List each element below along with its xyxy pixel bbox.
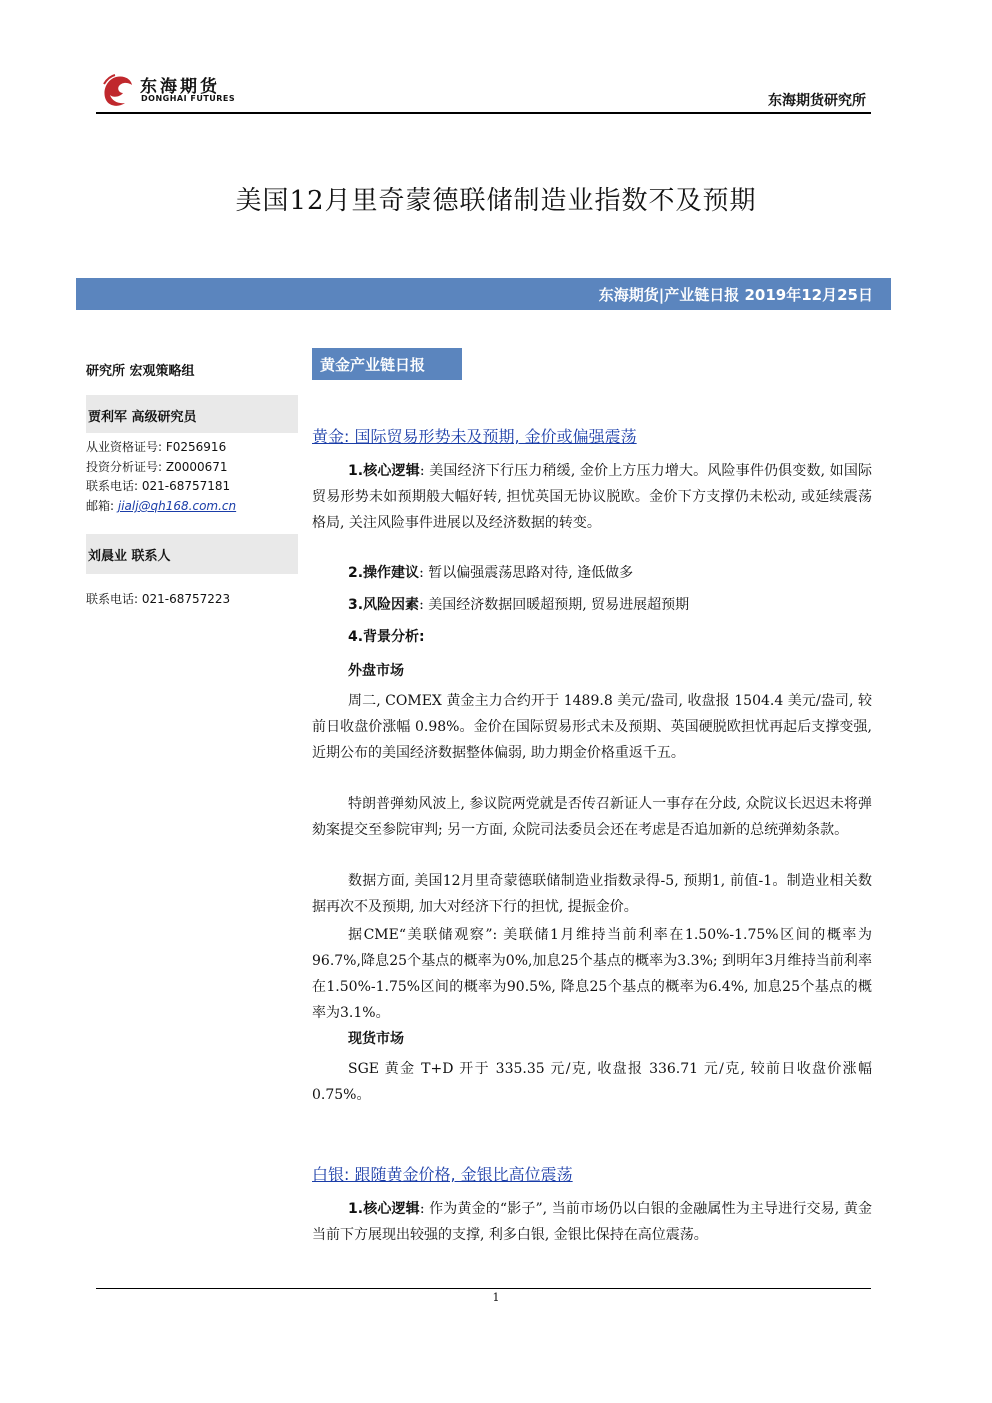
gold-core-logic-text: : 美国经济下行压力稍缓, 金价上方压力增大。风险事件仍俱变数, 如国际贸易形势未如预期般大幅好转, 担忧英国无协议脱欧。金价下方支撑仍未松动, 或延续震荡格局, 关注风险事件进展以及经济数据的转变。 — [312, 463, 873, 531]
banner-text: 东海期货|产业链日报 2019年12月25日 — [598, 286, 873, 304]
outer-market-p3: 数据方面, 美国12月里奇蒙德联储制造业指数录得-5, 预期1, 前值-1。制造业相关数据再次不及预期, 加大对经济下行的担忧, 提振金价。 — [312, 873, 872, 915]
spot-market-p1: SGE 黄金 T+D 开于 335.35 元/克, 收盘报 336.71 元/克, 较前日收盘价涨幅 0.75%。 — [312, 1061, 872, 1103]
gold-risk-label: 3.风险因素 — [348, 597, 420, 613]
email-label: 邮箱: — [86, 499, 118, 513]
outer-market-heading: 外盘市场 — [348, 663, 404, 679]
section-tag — [312, 348, 462, 380]
section-tag-label: 黄金产业链日报 — [320, 356, 426, 374]
gold-suggestion-label: 2.操作建议 — [348, 565, 420, 581]
gold-risk — [312, 592, 872, 618]
analyst-phone: 联系电话: 021-68757181 — [86, 479, 231, 493]
logo-chinese-name: 东海期货 — [140, 77, 220, 97]
analyst-invest-no: 投资分析证号: Z0000671 — [86, 460, 228, 474]
gold-core-logic-label: 1.核心逻辑 — [348, 463, 420, 479]
gold-suggestion — [312, 560, 872, 586]
gold-heading[interactable]: 黄金: 国际贸易形势未及预期, 金价或偏强震荡 — [312, 427, 637, 446]
document-title: 美国12月里奇蒙德联储制造业指数不及预期 — [235, 186, 757, 216]
gold-risk-text: : 美国经济数据回暖超预期, 贸易进展超预期 — [419, 597, 690, 613]
gold-background-label: 4.背景分析: — [348, 629, 425, 645]
report-banner — [76, 278, 891, 310]
analyst-email-row — [86, 497, 298, 514]
company-logo — [98, 70, 238, 110]
outer-market-p4: 据CME“美联储观察”: 美联储1月维持当前利率在1.50%-1.75%区间的概率为96.7%,降息25个基点的概率为0%,加息25个基点的概率为3.3%; 到明年3月维持当前利率在1.50%-1.75%区间的概率为90.5%, 降息25个基点的概率为6.4%, 加息25个基点的概率为3.1%。 — [312, 927, 872, 1021]
analyst-name: 贾利军 高级研究员 — [88, 410, 197, 425]
logo-english-name: DONGHAI FUTURES — [141, 94, 236, 103]
gold-core-logic — [312, 458, 872, 536]
institute-name: 东海期货研究所 — [768, 93, 866, 109]
contact-name: 刘晨业 联系人 — [88, 549, 171, 564]
silver-core-logic-text: : 作为黄金的“影子”, 当前市场仍以白银的金融属性为主导进行交易, 黄金当前下方展现出较强的支撑, 利多白银, 金银比保持在高位震荡。 — [312, 1201, 873, 1243]
footer-divider — [96, 1288, 871, 1289]
analyst-license-no: 从业资格证号: F0256916 — [86, 440, 227, 454]
gold-background — [312, 624, 872, 650]
research-group: 研究所 宏观策略组 — [86, 364, 195, 379]
silver-core-logic-label: 1.核心逻辑 — [348, 1201, 420, 1217]
gold-suggestion-text: : 暂以偏强震荡思路对待, 逢低做多 — [419, 565, 634, 581]
contact-phone: 联系电话: 021-68757223 — [86, 592, 231, 606]
header-divider — [96, 112, 871, 114]
analyst-header — [86, 395, 298, 433]
silver-heading[interactable]: 白银: 跟随黄金价格, 金银比高位震荡 — [312, 1165, 573, 1184]
page-number: 1 — [492, 1291, 500, 1304]
outer-market-p1: 周二, COMEX 黄金主力合约开于 1489.8 美元/盎司, 收盘报 1504.4 美元/盎司, 较前日收盘价涨幅 0.98%。金价在国际贸易形式未及预期、英国硬脱欧担忧再起后支撑变强, 近期公布的美国经济数据整体偏弱, 助力期金价格重返千五。 — [312, 693, 872, 761]
silver-core-logic — [312, 1196, 872, 1248]
spot-market-heading: 现货市场 — [348, 1031, 404, 1047]
email-link[interactable]: jialj@qh168.com.cn — [117, 499, 237, 513]
dragon-logo-icon — [98, 70, 138, 110]
outer-market-p2: 特朗普弹劾风波上, 参议院两党就是否传召新证人一事存在分歧, 众院议长迟迟未将弹劾案提交至参院审判; 另一方面, 众院司法委员会还在考虑是否追加新的总统弹劾条款。 — [312, 796, 872, 838]
contact-header — [86, 534, 298, 574]
